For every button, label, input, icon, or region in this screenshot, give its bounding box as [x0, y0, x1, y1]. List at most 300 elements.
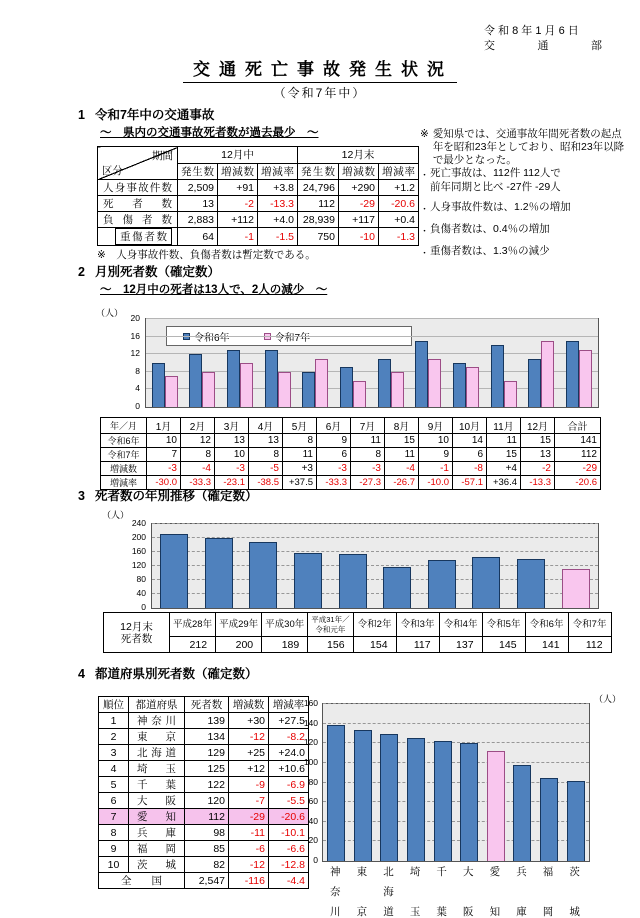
column-header: 9月: [419, 418, 453, 434]
section4-heading: 4 都道府県別死者数（確定数）: [78, 667, 258, 681]
value-cell: 82: [185, 857, 229, 873]
bar-令和6年-1月: [152, 363, 165, 407]
value-cell: -6.9: [269, 777, 309, 793]
value-cell: -13.3: [258, 196, 298, 212]
value-cell: +10.6: [269, 761, 309, 777]
table-row: [101, 448, 601, 462]
value-cell: -29: [555, 462, 601, 476]
value-cell: -30.0: [147, 476, 181, 490]
x-label-char: 海: [383, 886, 394, 898]
table-row: [99, 841, 309, 857]
y-tick-label: 140: [303, 717, 318, 728]
x-label-char: 東: [356, 866, 368, 878]
value-cell: 11: [283, 448, 317, 462]
prefecture-name: 北海道: [129, 745, 185, 761]
title-wrap: [0, 55, 640, 83]
bar-神奈川: [327, 725, 345, 861]
bar-福岡: [540, 778, 558, 861]
y-tick-label: 40: [136, 588, 146, 598]
bar-令和2年: [339, 554, 367, 608]
bar-令和6年: [517, 559, 545, 608]
x-label-char: 愛: [489, 866, 501, 878]
value-cell: 112: [568, 637, 611, 653]
plot-area: [151, 523, 599, 609]
bar-group: [302, 359, 328, 407]
column-header: 12月: [521, 418, 555, 434]
accident-summary-table: [97, 146, 419, 246]
department-name: 交 通 部: [484, 40, 602, 52]
value-cell: -2: [218, 196, 258, 212]
value-cell: -29: [229, 809, 269, 825]
x-label-愛知: [482, 866, 508, 918]
column-header: 5月: [283, 418, 317, 434]
bar-平成29年: [205, 538, 233, 608]
value-cell: -4: [181, 462, 215, 476]
column-header: 1月: [147, 418, 181, 434]
bar-兵庫: [513, 765, 531, 861]
value-cell: 13: [249, 434, 283, 448]
y-tick-label: 4: [135, 383, 140, 394]
value-cell: 11: [351, 434, 385, 448]
bar-令和7年-7月: [391, 372, 404, 407]
prefecture-name: 千葉: [129, 777, 185, 793]
bar-千葉: [434, 741, 452, 861]
yearly-deaths-chart: [82, 508, 612, 610]
year-header: 令和2年: [353, 613, 396, 637]
legend-reiwa7: 令和7年: [264, 329, 311, 344]
bar-group: [528, 341, 554, 407]
bar-令和3年: [383, 567, 411, 608]
value-cell: -38.5: [249, 476, 283, 490]
value-cell: -1.3: [379, 228, 419, 246]
bar-平成31年／令和元年: [294, 553, 322, 608]
bars-area: [323, 704, 589, 861]
value-cell: -5: [249, 462, 283, 476]
bar-group: [189, 354, 215, 407]
monthly-deaths-chart: [82, 306, 612, 411]
section1-bullets: [420, 166, 635, 266]
prefecture-table: [98, 696, 309, 889]
table-row: [99, 809, 309, 825]
value-cell: +27.5: [269, 713, 309, 729]
value-cell: -12: [229, 857, 269, 873]
x-label-char: 大: [463, 866, 474, 878]
table-row: [101, 434, 601, 448]
value-cell: 6: [317, 448, 351, 462]
bullet-marker: ・: [420, 170, 430, 180]
y-tick-label: 60: [308, 796, 318, 807]
value-cell: -7: [229, 793, 269, 809]
value-cell: 8: [283, 434, 317, 448]
bar-平成28年: [160, 534, 188, 608]
bullet-item: [420, 200, 635, 216]
year-header: 令和6年: [525, 613, 568, 637]
x-label-char: 玉: [409, 906, 421, 918]
y-axis: [294, 698, 322, 865]
value-cell: -3: [215, 462, 249, 476]
bar-group: [378, 359, 404, 407]
y-tick-label: 0: [141, 602, 146, 612]
bar-東京: [354, 730, 372, 861]
value-cell: 154: [353, 637, 396, 653]
table-row: [99, 825, 309, 841]
monthly-table: [100, 417, 601, 490]
value-cell: 11: [385, 448, 419, 462]
value-cell: 139: [185, 713, 229, 729]
column-header: 3月: [215, 418, 249, 434]
value-cell: -10: [339, 228, 379, 246]
x-label-char: 埼: [409, 866, 421, 878]
col-group-end-december: 12月末: [298, 147, 419, 164]
row-label: 増減数: [101, 462, 147, 476]
section2-heading: 2 月別死者数（確定数）: [78, 265, 220, 279]
value-cell: -4: [385, 462, 419, 476]
table-row: [98, 180, 419, 196]
value-cell: -1: [419, 462, 453, 476]
x-label-char: 城: [569, 906, 580, 918]
row-label: 負傷者数: [98, 212, 178, 228]
y-axis-unit: （人）: [96, 308, 124, 318]
value-cell: +12: [229, 761, 269, 777]
prefecture-name: 大阪: [129, 793, 185, 809]
value-cell: 120: [185, 793, 229, 809]
bar-令和6年-6月: [340, 367, 353, 407]
section1-heading: 1 令和7年中の交通事故: [78, 108, 215, 122]
value-cell: 9: [317, 434, 351, 448]
bar-令和7年-8月: [428, 359, 441, 407]
column-header: 11月: [487, 418, 521, 434]
bar-group: [415, 341, 441, 407]
prefecture-name: 愛知: [129, 809, 185, 825]
value-cell: -57.1: [453, 476, 487, 490]
year-header: 令和3年: [396, 613, 439, 637]
page-subtitle: （令和7年中）: [273, 86, 367, 100]
value-cell: 13: [521, 448, 555, 462]
x-label-埼玉: [402, 866, 428, 918]
value-cell: -8.2: [269, 729, 309, 745]
bar-令和7年-11月: [541, 341, 554, 407]
bar-令和7年-5月: [315, 359, 328, 407]
value-cell: 8: [249, 448, 283, 462]
column-header: 6月: [317, 418, 351, 434]
column-header: 4月: [249, 418, 283, 434]
value-cell: +290: [339, 180, 379, 196]
value-cell: -11: [229, 825, 269, 841]
bar-茨城: [567, 781, 585, 861]
bar-group: [227, 350, 253, 407]
value-cell: 15: [385, 434, 419, 448]
side-note-text: 愛知県では、交通事故年間死者数の起点年を昭和23年としており、昭和23年以降で最少となった。: [432, 128, 625, 166]
rank-cell: 10: [99, 857, 129, 873]
rank-cell: 6: [99, 793, 129, 809]
value-cell: 200: [216, 637, 262, 653]
prefecture-name: 埼玉: [129, 761, 185, 777]
bar-group: [491, 345, 517, 407]
value-cell: +3: [283, 462, 317, 476]
value-cell: +4.0: [258, 212, 298, 228]
col-group-mid-december: 12月中: [178, 147, 298, 164]
bar-令和5年: [472, 557, 500, 608]
y-tick-label: 0: [313, 855, 318, 865]
bar-令和6年-12月: [566, 341, 579, 407]
x-label-char: 葉: [436, 906, 447, 918]
value-cell: -5.5: [269, 793, 309, 809]
table-row: [98, 212, 419, 228]
value-cell: +30: [229, 713, 269, 729]
value-cell: 8: [351, 448, 385, 462]
bar-group: [152, 363, 178, 407]
x-label-char: 福: [542, 866, 554, 878]
rank-cell: 2: [99, 729, 129, 745]
bullet-text: 死亡事故は、112件 112人で 前年同期と比べ -27件 -29人: [430, 167, 561, 193]
value-cell: +36.4: [487, 476, 521, 490]
value-cell: 137: [439, 637, 482, 653]
table-row: [101, 462, 601, 476]
row-label: 死者数: [98, 196, 178, 212]
table-row: [99, 777, 309, 793]
table-row: [99, 713, 309, 729]
value-cell: 141: [525, 637, 568, 653]
bar-埼玉: [407, 738, 425, 861]
value-cell: 14: [453, 434, 487, 448]
year-header: 令和7年: [568, 613, 611, 637]
year-header: 平成30年: [262, 613, 308, 637]
row-label-inner: 重傷者数: [115, 228, 172, 245]
value-cell: 212: [170, 637, 216, 653]
bar-令和6年-8月: [415, 341, 428, 407]
rank-cell: 5: [99, 777, 129, 793]
y-tick-label: 100: [303, 756, 318, 767]
value-cell: -12.8: [269, 857, 309, 873]
value-cell: 750: [298, 228, 339, 246]
value-cell: -33.3: [181, 476, 215, 490]
y-axis-unit: （人）: [594, 694, 622, 704]
x-label-char: 千: [436, 866, 447, 878]
x-label-神奈川: [322, 866, 348, 918]
column-header: 年／月: [101, 418, 147, 434]
bullet-marker: ・: [420, 248, 430, 258]
year-header: 平成28年: [170, 613, 216, 637]
value-cell: -8: [453, 462, 487, 476]
value-cell: -26.7: [385, 476, 419, 490]
report-date: 令 和 8 年 1 月 6 日: [484, 25, 579, 37]
bar-令和7年-6月: [353, 381, 366, 407]
value-cell: -6: [229, 841, 269, 857]
row-label: 令和6年: [101, 434, 147, 448]
bar-group: [265, 350, 291, 407]
x-label-char: 京: [356, 906, 368, 918]
value-cell: 125: [185, 761, 229, 777]
bar-令和7年-3月: [240, 363, 253, 407]
x-label-千葉: [429, 866, 455, 918]
plot-area: [322, 703, 590, 862]
value-cell: 112: [298, 196, 339, 212]
subheader-row: 発生数 増減数 増減率 発生数 増減数 増減率: [98, 163, 419, 180]
table-row: [98, 228, 419, 246]
x-label-福岡: [535, 866, 561, 918]
prefecture-deaths-chart: [300, 680, 622, 918]
value-cell: 11: [487, 434, 521, 448]
value-cell: 85: [185, 841, 229, 857]
x-label-char: 川: [330, 906, 341, 918]
y-tick-label: 120: [303, 737, 318, 748]
value-cell: 10: [147, 434, 181, 448]
bar-令和7年-2月: [202, 372, 215, 407]
y-tick-label: 40: [308, 815, 318, 826]
value-cell: +25: [229, 745, 269, 761]
x-label-東京: [349, 866, 375, 918]
value-cell: -116: [229, 873, 269, 889]
y-tick-label: 80: [136, 574, 146, 584]
value-cell: 15: [487, 448, 521, 462]
section1-side-note: ※ 愛知県では、交通事故年間死者数の起点年を昭和23年としており、昭和23年以降で最少となった。: [420, 128, 632, 167]
bar-group: [566, 341, 592, 407]
value-cell: -10.0: [419, 476, 453, 490]
column-header: 8月: [385, 418, 419, 434]
bar-令和7年-4月: [278, 372, 291, 407]
x-label-char: 岡: [542, 906, 554, 918]
y-tick-label: 16: [130, 330, 140, 341]
value-cell: -6.6: [269, 841, 309, 857]
value-cell: 12: [181, 434, 215, 448]
bullet-text: 人身事故件数は、1.2％の増加: [430, 201, 571, 213]
x-label-char: 奈: [330, 886, 341, 898]
x-label-char: 阪: [463, 906, 474, 918]
rank-cell: 1: [99, 713, 129, 729]
bullet-text: 負傷者数は、0.4％の増加: [430, 223, 550, 235]
value-cell: -27.3: [351, 476, 385, 490]
yearly-table: [103, 612, 612, 653]
year-header: 令和4年: [439, 613, 482, 637]
value-cell: 129: [185, 745, 229, 761]
value-cell: -2: [521, 462, 555, 476]
yearly-table-label: 12月末 死者数: [104, 613, 170, 653]
table1-note: ※ 人身事故件数、負傷者数は暫定数である。: [97, 249, 316, 261]
column-header: 7月: [351, 418, 385, 434]
prefecture-name: 兵庫: [129, 825, 185, 841]
x-label-char: 知: [489, 906, 501, 918]
year-header: 平成31年／ 令和元年: [308, 613, 353, 637]
bar-令和6年-10月: [491, 345, 504, 407]
value-cell: -20.6: [269, 809, 309, 825]
bar-令和7年-10月: [504, 381, 517, 407]
column-header: 合計: [555, 418, 601, 434]
rank-cell: 4: [99, 761, 129, 777]
value-cell: 6: [453, 448, 487, 462]
value-cell: +0.4: [379, 212, 419, 228]
value-cell: 189: [262, 637, 308, 653]
x-label-char: 茨: [569, 866, 580, 878]
page-title: 交通死亡事故発生状況: [183, 55, 457, 83]
rank-cell: 8: [99, 825, 129, 841]
value-cell: 10: [419, 434, 453, 448]
bar-令和6年-5月: [302, 372, 315, 407]
bar-平成30年: [249, 542, 277, 608]
value-cell: 28,939: [298, 212, 339, 228]
bar-令和6年-7月: [378, 359, 391, 407]
bar-令和7年: [562, 569, 590, 608]
value-cell: -3: [147, 462, 181, 476]
table-row: [98, 196, 419, 212]
y-tick-label: 20: [130, 313, 140, 323]
header-block: [484, 24, 602, 54]
table-row: [99, 729, 309, 745]
y-tick-label: 20: [308, 835, 318, 846]
y-tick-label: 12: [130, 348, 140, 359]
section2-subheading: ～ 12月中の死者は13人で、2人の減少 ～: [100, 284, 328, 296]
value-cell: -10.1: [269, 825, 309, 841]
bar-北海道: [380, 734, 398, 861]
value-cell: +4: [487, 462, 521, 476]
total-label: 全国: [99, 873, 185, 889]
plot-area: [145, 318, 599, 408]
bar-令和7年-1月: [165, 376, 178, 407]
table-row: [99, 745, 309, 761]
value-cell: 2,547: [185, 873, 229, 889]
bar-令和4年: [428, 560, 456, 608]
row-label: [98, 228, 178, 246]
y-tick-label: 80: [308, 776, 318, 787]
value-cell: -12: [229, 729, 269, 745]
x-label-char: 北: [383, 866, 394, 878]
prefecture-table-header: 順位 都道府県 死者数 増減数 増減率: [99, 697, 309, 713]
value-cell: -29: [339, 196, 379, 212]
value-cell: 117: [396, 637, 439, 653]
x-label-茨城: [562, 866, 588, 918]
bar-group: [453, 363, 479, 407]
bar-group: [340, 367, 366, 407]
value-cell: +91: [218, 180, 258, 196]
table-row: [99, 761, 309, 777]
value-cell: -33.3: [317, 476, 351, 490]
x-axis-labels: [322, 866, 588, 918]
value-cell: -20.6: [379, 196, 419, 212]
x-label-char: 神: [330, 866, 341, 878]
value-cell: 112: [185, 809, 229, 825]
value-cell: 10: [215, 448, 249, 462]
y-axis-unit: （人）: [102, 510, 130, 520]
value-cell: 141: [555, 434, 601, 448]
y-tick-label: 160: [131, 546, 146, 556]
value-cell: 2,509: [178, 180, 218, 196]
y-tick-label: 160: [303, 698, 318, 708]
bar-大阪: [460, 743, 478, 861]
bar-令和6年-9月: [453, 363, 466, 407]
x-label-兵庫: [508, 866, 534, 918]
y-axis: [116, 518, 150, 612]
table-row: [99, 857, 309, 873]
rank-cell: 3: [99, 745, 129, 761]
rank-cell: 9: [99, 841, 129, 857]
prefecture-name: 神奈川: [129, 713, 185, 729]
y-tick-label: 200: [131, 532, 146, 542]
column-header: 2月: [181, 418, 215, 434]
bullet-item: [420, 244, 635, 260]
section1-subheading: ～ 県内の交通事故死者数が過去最少 ～: [100, 127, 319, 139]
value-cell: +24.0: [269, 745, 309, 761]
bullet-item: [420, 166, 635, 194]
value-cell: 145: [482, 637, 525, 653]
x-label-大阪: [455, 866, 481, 918]
value-cell: -1: [218, 228, 258, 246]
value-cell: -9: [229, 777, 269, 793]
rank-cell: 7: [99, 809, 129, 825]
value-cell: 7: [147, 448, 181, 462]
value-cell: 8: [181, 448, 215, 462]
value-cell: 13: [178, 196, 218, 212]
value-cell: 9: [419, 448, 453, 462]
total-row: [99, 873, 309, 889]
